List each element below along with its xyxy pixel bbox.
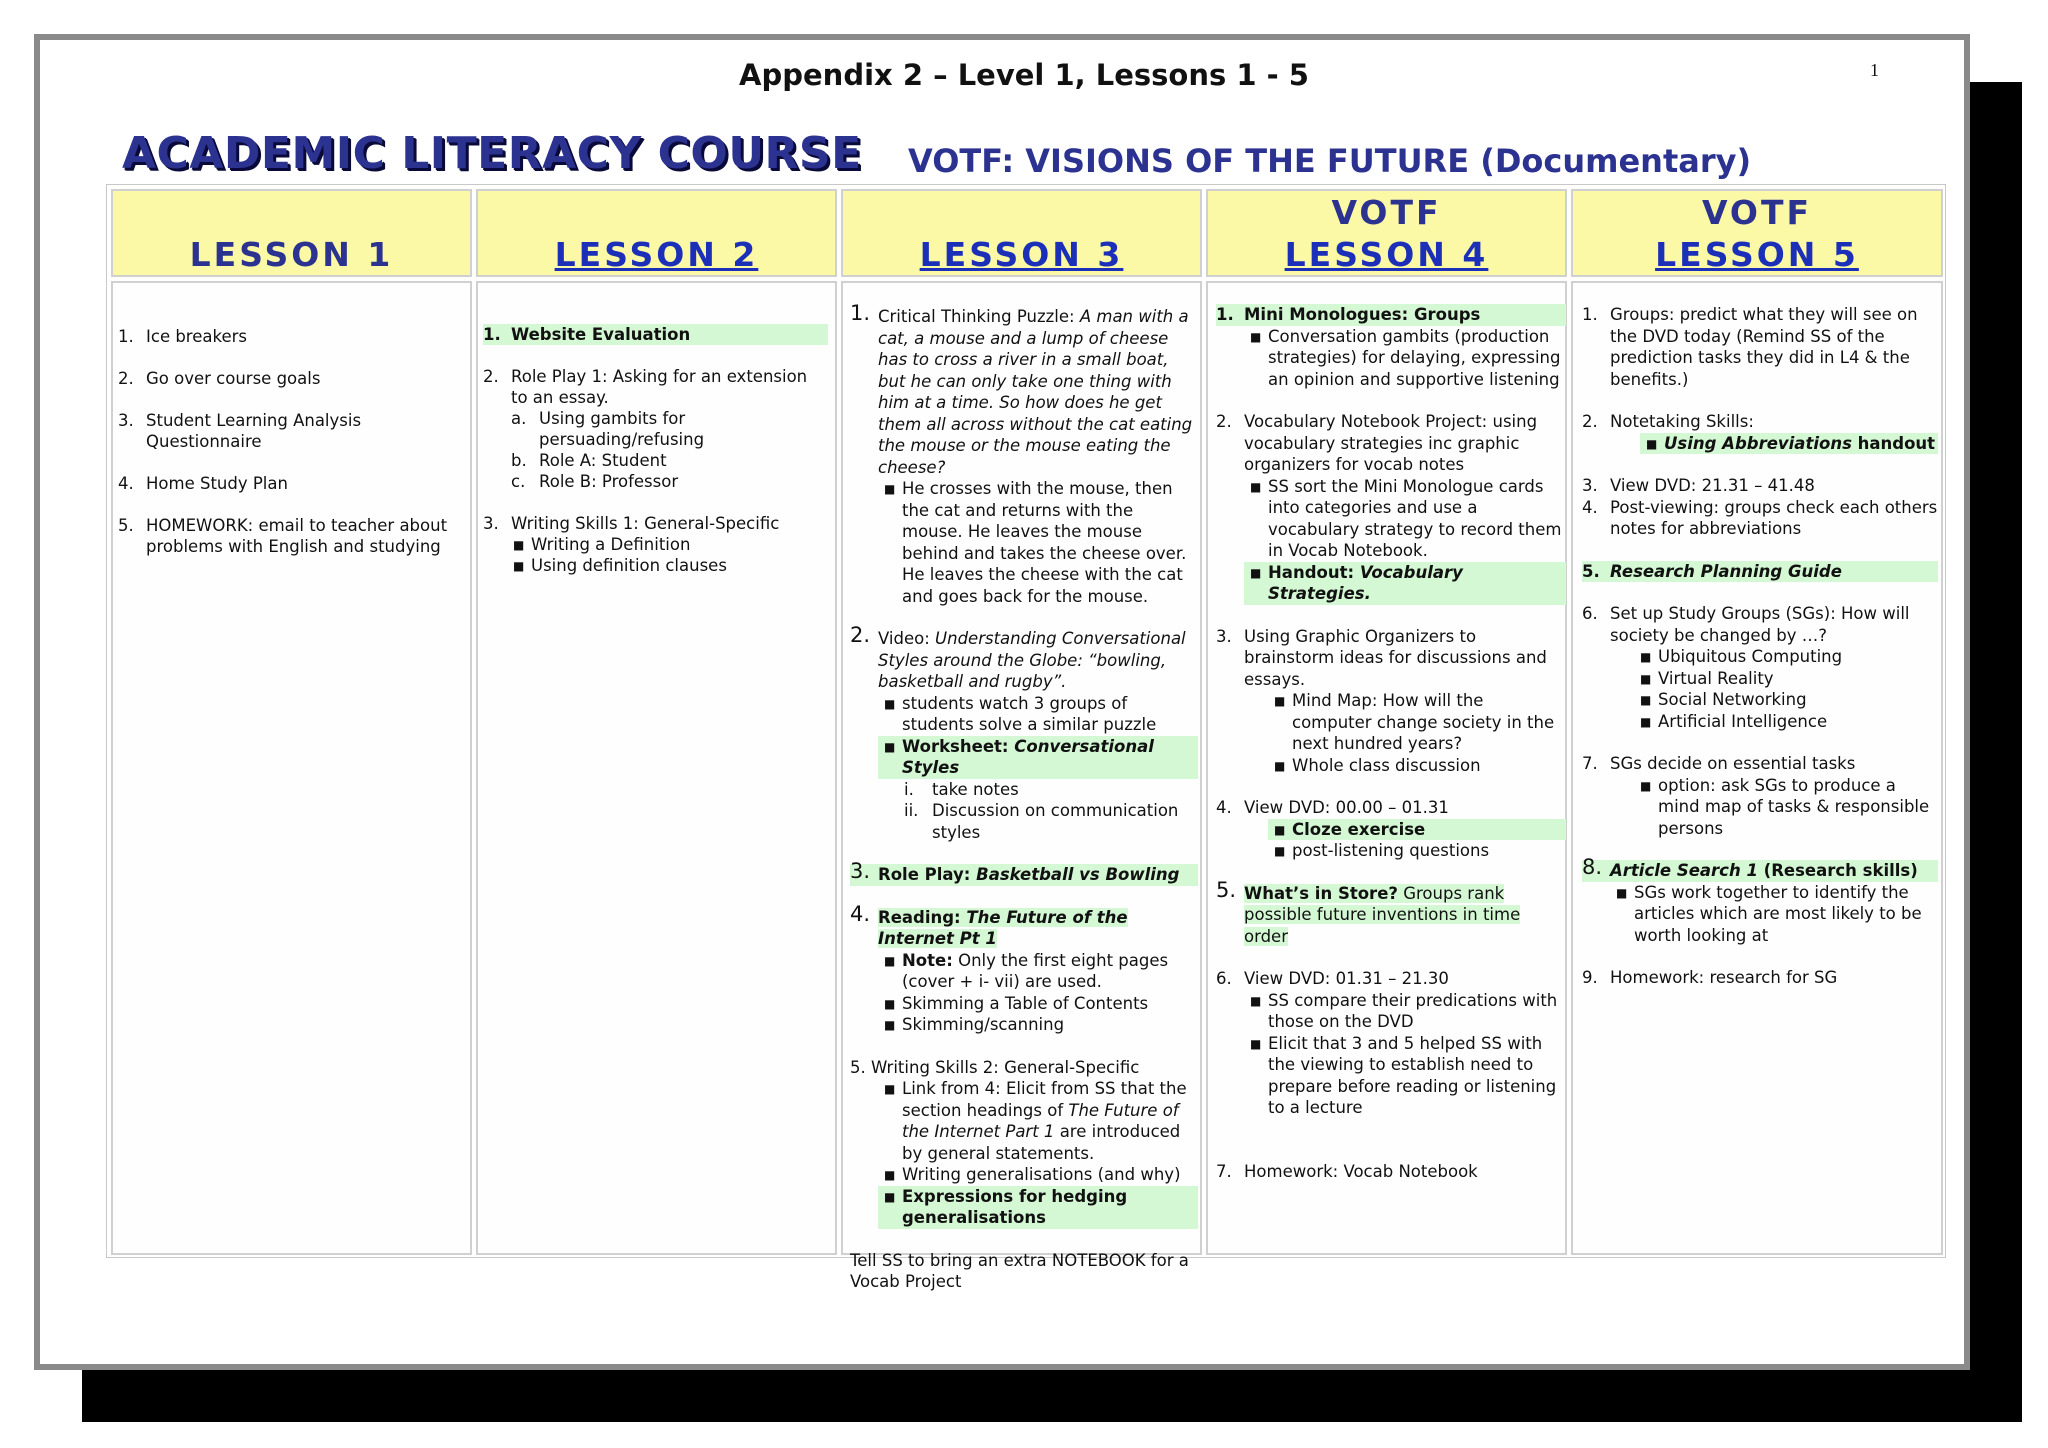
- list-item-video: 2. Video: Understanding Conversational Styles around the Globe: “bowling, basketball and rugby”. ■ students watch 3 groups of students solve a similar puzzle ■ Worksheet: Conversational Styles i. take notes ii. Discussion on communication styles: [850, 628, 1198, 843]
- sub-item: b. Role A: Student: [511, 451, 667, 470]
- sub-item-handout: ■ Handout: Vocabulary Strategies.: [1244, 562, 1566, 605]
- list-item-mini-monologues: 1. Mini Monologues: Groups: [1216, 304, 1566, 326]
- page-number: 1: [1870, 60, 1879, 80]
- list-item-study-groups: 6. Set up Study Groups (SGs): How will society be changed by …? ■ Ubiquitous Computing ■ Virtual Reality ■ Social Networking ■ Artificial Intelligence: [1582, 603, 1938, 732]
- sub-item: ■ Skimming a Table of Contents: [878, 993, 1198, 1015]
- sub-item: ■ SS compare their predications with those on the DVD: [1250, 990, 1558, 1031]
- lesson-4-list: [1216, 304, 1566, 1182]
- course-subtitle: VOTF: VISIONS OF THE FUTURE (Documentary): [908, 142, 1752, 180]
- sub-item: ■ Link from 4: Elicit from SS that the section headings of The Future of the Internet Part 1 are introduced by general statements.: [884, 1079, 1187, 1163]
- bullet-icon: ■: [884, 1189, 896, 1204]
- list-item-post-viewing: 4. Post-viewing: groups check each others notes for abbreviations: [1582, 497, 1938, 538]
- list-item-reading: 4. Reading: The Future of the Internet Pt 1 ■ Note: Only the first eight pages (cover + i- vii) are used. ■ Skimming a Table of Contents ■ Skimming/scanning: [850, 907, 1198, 1036]
- list-item: 3. Writing Skills 1: General-Specific ■ Writing a Definition ■ Using definition clauses: [483, 513, 828, 576]
- sub-item: ■ He crosses with the mouse, then the cat and returns with the mouse. He leaves the mouse behind and takes the cheese over. He leaves the cheese with the cat and goes back for the mouse.: [884, 479, 1187, 606]
- bullet-icon: ■: [1250, 1036, 1262, 1051]
- bullet-icon: ■: [1250, 479, 1262, 494]
- bullet-icon: ■: [1250, 329, 1262, 344]
- bullet-icon: ■: [1616, 885, 1628, 900]
- list-item-graphic-organizers: 3. Using Graphic Organizers to brainstorm ideas for discussions and essays. ■ Mind Map: How will the computer change society in the next hundred years? ■ Whole class discussion: [1216, 626, 1566, 777]
- list-item: 3. Student Learning Analysis Questionnaire: [118, 411, 362, 451]
- bullet-icon: ■: [884, 1082, 896, 1096]
- lesson-5-header: [1571, 189, 1943, 277]
- list-item-critical-thinking: 1. Critical Thinking Puzzle: A man with a cat, a mouse and a lump of cheese has to cross a river in a small boat, but he can only take one thing with him at a time. So how does he get them all across without the cat eating the mouse or the mouse eating the cheese? ■ He crosses with the mouse, then the cat and returns with the mouse. He leaves the mouse behind and takes the cheese over. He leaves the cheese with the cat and goes back for the mouse.: [850, 306, 1198, 607]
- bullet-icon: ■: [884, 996, 896, 1011]
- sub-item: ■ Writing a Definition: [513, 535, 691, 554]
- lesson-4-header: [1206, 189, 1567, 277]
- list-item-view-dvd-1: 4. View DVD: 00.00 – 01.31 ■ Cloze exercise ■ post-listening questions: [1216, 797, 1566, 862]
- bullet-icon: ■: [1250, 993, 1262, 1008]
- list-item-view-dvd-2: 6. View DVD: 01.31 – 21.30 ■ SS compare their predications with those on the DVD ■ Elicit that 3 and 5 helped SS with the viewing to establish need to prepare before reading or listening to a lecture: [1216, 968, 1566, 1119]
- sub-item: ■ Mind Map: How will the computer change society in the next hundred years?: [1274, 691, 1555, 753]
- sub-item: a. Using gambits for persuading/refusing: [511, 409, 705, 449]
- list-item: 1. Ice breakers: [118, 327, 247, 346]
- lesson-5-votf: VOTF: [1701, 193, 1813, 232]
- sub-item: ■ Using definition clauses: [513, 556, 727, 575]
- bullet-icon: ■: [1274, 758, 1286, 773]
- bullet-icon: ■: [1640, 693, 1652, 707]
- bullet-icon: ■: [884, 953, 896, 968]
- list-item-vocab-project: 2. Vocabulary Notebook Project: using vocabulary strategies inc graphic organizers for vocab notes ■ SS sort the Mini Monologue cards into categories and use a vocabulary strategy to record them in Vocab Notebook. ■ Handout: Vocabulary Strategies.: [1216, 411, 1566, 605]
- sub-item-cloze: ■ Cloze exercise: [1268, 819, 1566, 841]
- bullet-icon: ■: [1274, 844, 1286, 858]
- list-item-view-dvd: 3. View DVD: 21.31 – 41.48: [1582, 476, 1815, 495]
- sub-item: ■ Virtual Reality: [1634, 668, 1938, 690]
- sub-item: ■ Social Networking: [1634, 689, 1938, 711]
- sub-item: ■ SS sort the Mini Monologue cards into categories and use a vocabulary strategy to record them in Vocab Notebook.: [1250, 476, 1562, 560]
- bullet-icon: ■: [884, 1018, 896, 1032]
- lesson-2-title-link[interactable]: LESSON 2: [554, 235, 759, 274]
- sub-item: ■ Elicit that 3 and 5 helped SS with the viewing to establish need to prepare before reading or listening to a lecture: [1250, 1033, 1557, 1117]
- sub-item: ■ option: ask SGs to produce a mind map of tasks & responsible persons: [1640, 775, 1930, 838]
- bullet-icon: ■: [1640, 778, 1652, 793]
- list-item-whats-in-store: 5. What’s in Store? Groups rank possible future inventions in time order: [1216, 877, 1521, 946]
- lesson-4-title-link[interactable]: LESSON 4: [1284, 235, 1489, 274]
- bullet-icon: ■: [884, 696, 896, 711]
- list-item: 2. Go over course goals: [118, 369, 321, 388]
- bullet-icon: ■: [1274, 822, 1286, 837]
- sub-item: ■ Writing generalisations (and why): [878, 1164, 1198, 1186]
- sub-item: ■ Ubiquitous Computing: [1634, 646, 1938, 668]
- list-item-notetaking: 2. Notetaking Skills: ■ Using Abbreviations handout: [1582, 411, 1938, 454]
- sub-item: c. Role B: Professor: [511, 472, 679, 491]
- bullet-icon: ■: [884, 739, 896, 754]
- list-item-article-search: 8. Article Search 1 (Research skills): [1582, 860, 1938, 882]
- list-item-website-evaluation: 1. Website Evaluation: [483, 324, 828, 345]
- sub-item-worksheet: ■ Worksheet: Conversational Styles: [878, 736, 1198, 779]
- sub-item-hedging: ■ Expressions for hedging generalisations: [878, 1186, 1198, 1229]
- sub-item: ■ post-listening questions: [1268, 840, 1566, 862]
- bullet-icon: ■: [1640, 650, 1652, 664]
- bullet-icon: ■: [513, 538, 525, 552]
- bullet-icon: ■: [1646, 436, 1658, 451]
- lesson-4-votf: VOTF: [1331, 193, 1442, 232]
- bullet-icon: ■: [1640, 671, 1652, 686]
- sub-sub-item: i. take notes: [904, 779, 1019, 799]
- lesson-3-list: [850, 301, 1198, 1293]
- lesson-5-title-link[interactable]: LESSON 5: [1655, 235, 1859, 274]
- sub-item: ■ students watch 3 groups of students solve a similar puzzle: [884, 693, 1157, 734]
- lesson-3-title-link[interactable]: LESSON 3: [919, 235, 1124, 274]
- sub-item-abbreviations: ■ Using Abbreviations handout: [1640, 433, 1938, 455]
- list-item-research-planning: 5. Research Planning Guide: [1582, 561, 1938, 583]
- list-item: 2. Role Play 1: Asking for an extension to an essay. a. Using gambits for persuading/refusing b. Role A: Student c. Role B: Professor: [483, 366, 828, 492]
- sub-item: ■ Skimming/scanning: [878, 1014, 1198, 1036]
- sub-item: ■ Whole class discussion: [1268, 755, 1566, 777]
- lesson-2-header: [476, 189, 837, 277]
- list-item-role-play: 3. Role Play: Basketball vs Bowling: [850, 864, 1198, 886]
- bullet-icon: ■: [1274, 694, 1286, 708]
- list-item: 4. Home Study Plan: [118, 474, 288, 493]
- bullet-icon: ■: [513, 559, 525, 573]
- lesson-2-list: [483, 324, 828, 576]
- list-item: 5. HOMEWORK: email to teacher about problems with English and studying: [118, 516, 448, 556]
- lesson-3-footer-note: Tell SS to bring an extra NOTEBOOK for a Vocab Project: [850, 1250, 1189, 1291]
- list-item-predict: 1. Groups: predict what they will see on the DVD today (Remind SS of the prediction tasks they did in L4 & the benefits.): [1582, 305, 1918, 389]
- bullet-icon: ■: [884, 482, 896, 496]
- sub-item: ■ Artificial Intelligence: [1634, 711, 1938, 733]
- list-item-homework: 9. Homework: research for SG: [1582, 968, 1838, 987]
- lesson-3-header: [841, 189, 1202, 277]
- sub-item: ■ SGs work together to identify the articles which are most likely to be worth looking at: [1616, 882, 1922, 945]
- lesson-1-header: [111, 189, 472, 277]
- bullet-icon: ■: [884, 1168, 896, 1182]
- sub-sub-item: ii. Discussion on communication styles: [904, 801, 1179, 842]
- lesson-5-list: [1582, 304, 1938, 989]
- list-item-essential-tasks: 7. SGs decide on essential tasks ■ option: ask SGs to produce a mind map of tasks & responsible persons: [1582, 753, 1938, 839]
- list-item-writing-skills: 5. Writing Skills 2: General-Specific ■ Link from 4: Elicit from SS that the section headings of The Future of the Internet Part 1 are introduced by general statements. ■ Writing generalisations (and why) ■ Expressions for hedging generalisations: [850, 1057, 1198, 1229]
- sub-item: ■ Note: Only the first eight pages (cover + i- vii) are used.: [884, 950, 1169, 991]
- bullet-icon: ■: [1640, 714, 1652, 729]
- list-item-homework: 7. Homework: Vocab Notebook: [1216, 1161, 1478, 1181]
- appendix-title: Appendix 2 – Level 1, Lessons 1 - 5: [739, 58, 1309, 92]
- sub-item: ■ Conversation gambits (production strategies) for delaying, expressing an opinion and supportive listening: [1250, 326, 1561, 389]
- lesson-1-title: LESSON 1: [189, 235, 394, 274]
- course-title: ACADEMIC LITERACY COURSE: [122, 128, 862, 179]
- lesson-1-list: [118, 326, 468, 557]
- bullet-icon: ■: [1250, 565, 1262, 580]
